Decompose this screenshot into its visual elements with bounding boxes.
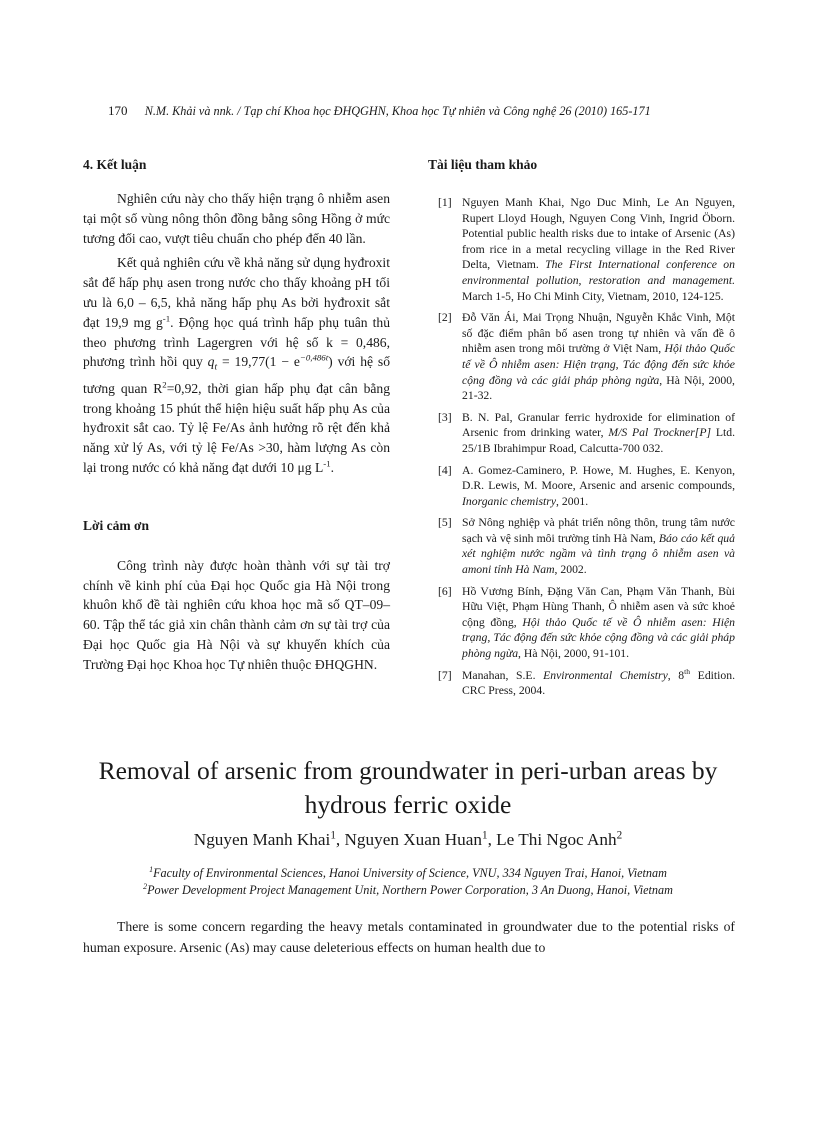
acknowledgement-heading: Lời cảm ơn (83, 517, 149, 533)
abstract-text: There is some concern regarding the heavy metals contaminated in groundwater due to the potential risks of human exposure. Arsenic (As) may cause deleterious effects on human health due to (83, 919, 735, 955)
affiliation-1: $^1$Faculty of Environmental Sciences, Hanoi University of Science, VNU, 334 Nguyen Trai, Hanoi, Vietnam (149, 864, 667, 880)
journal-reference: N.M. Khải và nnk. / Tạp chí Khoa học ĐHQGHN, Khoa học Tự nhiên và Công nghệ 26 (2010) 165-171 (144, 104, 651, 118)
running-header (108, 103, 738, 119)
author-list: Nguyen Manh Khai$^1$, Nguyen Xuan Huan$^1$, Le Thi Ngoc Anh$^2$ (193, 829, 623, 849)
affiliations (60, 865, 756, 899)
acknowledgement-text: Công trình này được hoàn thành với sự tài trợ chính về kinh phí của Đại học Quốc gia Hà Nội trong khuôn khổ đề tài nghiên cứu khoa học mã số QT–09–60. Tập thể tác giả xin chân thành cảm ơn sự tài trợ của Đại học Quốc gia Hà Nội và sự khuyến khích của Trường Đại học Khoa học Tự nhiên thuộc ĐHQGHN. (83, 557, 390, 672)
affiliation-2: $^2$Power Development Project Management Unit, Northern Power Corporation, 3 An Duong, Hanoi, Vietnam (143, 881, 673, 897)
conclusion-heading: 4. Kết luận (83, 157, 147, 172)
left-column (83, 157, 390, 675)
regression-equation: $q_t = 19,77(1 - e^{-0,486t})$ (207, 352, 333, 374)
conclusion-paragraph-1: Nghiên cứu này cho thấy hiện trạng ô nhiễm asen tại một số vùng nông thôn đồng bằng sông Hồng ở mức tương đối cao, vượt tiêu chuẩn cho phép đến 40 lần. (83, 191, 390, 246)
reference-item: [4] A. Gomez-Caminero, P. Howe, M. Hughes, E. Kenyon, D.R. Lewis, M. Moore, Arsenic and arsenic compounds, Inorganic chemistry, 2001. (438, 463, 735, 508)
conclusion-paragraph-2: Kết quả nghiên cứu về khả năng sử dụng hyđroxit sắt để hấp phụ asen trong nước cho thấy khoảng pH tối ưu là 6,0 – 6,5, khả năng hấp phụ As bởi hyđroxit sắt đạt 19,9 mg $g^{-1}$. Động học quá trình hấp phụ tuân thủ theo phương trình Lagergren với hệ số k = 0,486, phương trình hồi quy $q_t = 19,77(1 - e^{-0,486t})$ với hệ số tương quan $R^2=0,92$, thời gian hấp phụ đạt cân bằng trong khoảng 15 phút thể hiện hiệu suất hấp phụ As của hyđroxit sắt cao. Tỷ lệ Fe/As ảnh hưởng rõ rệt đến khả năng xử lý As, với tỷ lệ Fe/As >30, hàm lượng As còn lại trong nước có khả năng đạt dưới 10 μg $L^{-1}$. (83, 255, 391, 476)
reference-item: [2] Đỗ Văn Ái, Mai Trọng Nhuận, Nguyễn Khắc Vinh, Một số đặc điểm phân bố asen trong tự nhiên và vấn đề ô nhiễm asen trong môi trường ở Việt Nam, Hội thảo Quốc tế về Ô nhiễm asen: Hiện trạng, Tác động đến sức khỏe cộng đồng và các giải pháp phòng ngừa, Hà Nội, 2000, 21-32. (438, 311, 736, 403)
reference-item: [7] Manahan, S.E. Environmental Chemistry, 8th Edition. CRC Press, 2004. (438, 666, 736, 698)
reference-item: [6] Hồ Vương Bính, Đặng Văn Can, Phạm Văn Thanh, Bùi Hữu Việt, Phạm Hùng Thanh, Ô nhiễm asen và sức khoẻ cộng đồng, Hội thảo Quốc tế về Ô nhiễm asen: Hiện trạng, Tác động đến sức khỏe cộng đồng và các giải pháp phòng ngừa, Hà Nội, 2000, 91-101. (438, 584, 735, 661)
reference-list (428, 195, 735, 699)
reference-item: [5] Sở Nông nghiệp và phát triển nông thôn, trung tâm nước sạch và vệ sinh môi trường tỉnh Hà Nam, Báo cáo kết quả xét nghiệm nước ngầm và tình trạng ô nhiễm asen và amoni tỉnh Hà Nam, 2002. (438, 516, 735, 577)
reference-item: [3] B. N. Pal, Granular ferric hydroxide for elimination of Arsenic from drinking water, M/S Pal Trockner[P] Ltd. 25/1B Ibrahimpur Road, Calcutta-700 032. (438, 410, 735, 455)
page-number: 170 (108, 103, 128, 118)
right-column (428, 157, 735, 705)
references-heading: Tài liệu tham khảo (428, 157, 538, 172)
reference-item: [1] Nguyen Manh Khai, Ngo Duc Minh, Le An Nguyen, Rupert Lloyd Hough, Nguyen Cong Vinh, Ingrid Öborn. Potential public health risks due to intake of Arsenic (As) from rice in a metal recycling village in the Red River Delta, Vietnam. The First International conference on environmental pollution, restoration and management. March 1-5, Ho Chi Minh City, Vietnam, 2010, 124-125. (438, 196, 735, 303)
english-title: Removal of arsenic from groundwater in peri-urban areas by hydrous ferric oxide (98, 756, 718, 819)
